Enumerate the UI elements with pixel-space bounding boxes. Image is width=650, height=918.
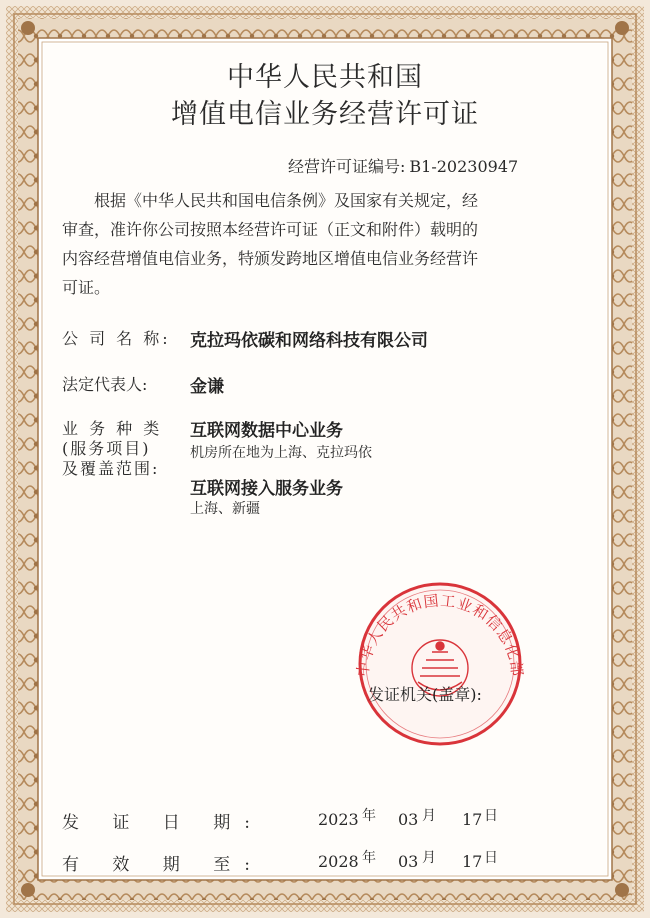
legal-rep-label: 法定代表人: <box>62 375 148 394</box>
seal-arc-text: 中华人民共和国工业和信息化部 <box>353 591 527 678</box>
business-item-1: 互联网数据中心业务 <box>190 421 343 441</box>
issue-year: 2023 <box>318 810 359 829</box>
expiry-month-unit: 月 <box>422 850 436 866</box>
license-number-label: 经营许可证编号: <box>288 157 406 176</box>
certificate-title-line1: 中华人民共和国 <box>227 62 423 93</box>
statement-line-2: 审查，准许你公司按照本经营许可证（正文和附件）载明的 <box>62 220 479 239</box>
issue-day: 17 <box>462 810 483 829</box>
company-label: 公 司 名 称: <box>62 329 171 348</box>
business-item-2: 互联网接入服务业务 <box>190 479 343 499</box>
expiry-year: 2028 <box>318 852 359 871</box>
issue-month: 03 <box>398 810 419 829</box>
expiry-date-label: 有 效 期 至: <box>62 855 264 875</box>
company-name: 克拉玛依碳和网络科技有限公司 <box>190 331 428 351</box>
issue-year-unit: 年 <box>362 808 376 824</box>
issuing-authority-label: 发证机关(盖章): <box>368 685 482 704</box>
business-item-2-scope: 上海、新疆 <box>190 501 260 517</box>
business-label-line3: 及覆盖范围: <box>62 459 160 478</box>
business-label-line1: 业 务 种 类 <box>62 419 163 438</box>
official-seal <box>340 568 540 748</box>
expiry-day: 17 <box>462 852 483 871</box>
expiry-year-unit: 年 <box>362 850 376 866</box>
issue-month-unit: 月 <box>422 808 436 824</box>
expiry-day-unit: 日 <box>484 850 498 866</box>
license-number-value: B1-20230947 <box>409 157 519 176</box>
legal-rep-name: 金谦 <box>190 377 224 397</box>
business-item-1-scope: 机房所在地为上海、克拉玛依 <box>190 445 372 461</box>
certificate-title-line2: 增值电信业务经营许可证 <box>171 99 479 130</box>
statement-line-4: 可证。 <box>62 278 111 297</box>
certificate-statement <box>62 186 592 302</box>
expiry-month: 03 <box>398 852 419 871</box>
business-label-line2: (服务项目) <box>62 439 151 458</box>
statement-line-1: 根据《中华人民共和国电信条例》及国家有关规定，经 <box>94 191 479 210</box>
license-number <box>288 154 518 177</box>
issue-date-label: 发 证 日 期: <box>62 813 264 833</box>
statement-line-3: 内容经营增值电信业务，特颁发跨地区增值电信业务经营许 <box>62 249 479 268</box>
issue-day-unit: 日 <box>484 808 498 824</box>
